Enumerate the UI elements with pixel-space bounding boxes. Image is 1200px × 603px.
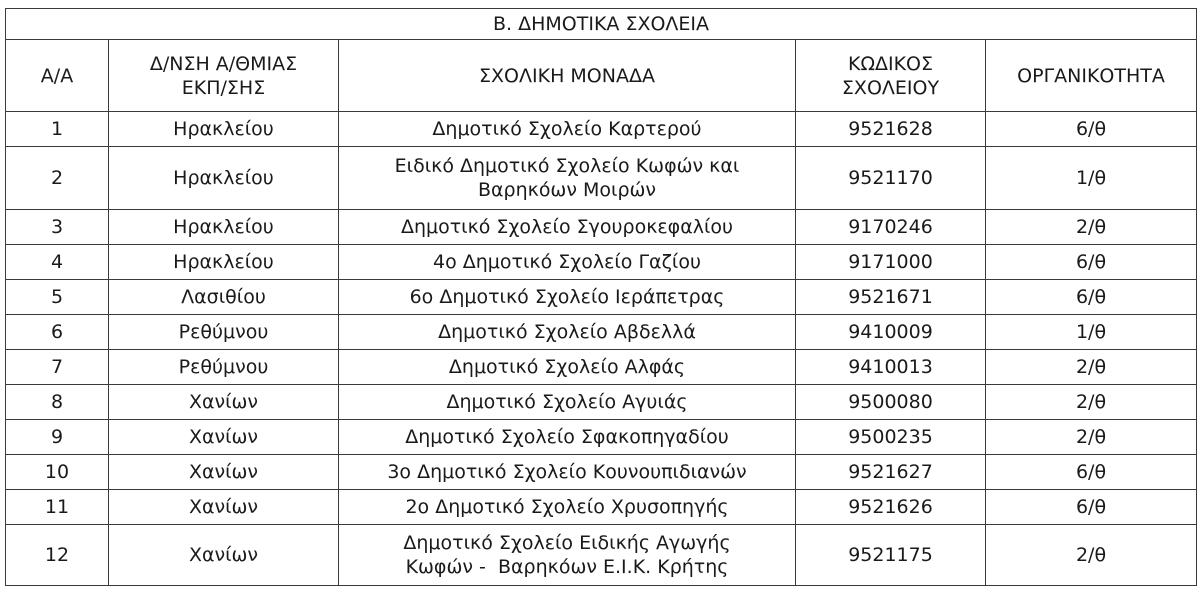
cell-school xyxy=(339,490,796,525)
cell-directorate: Λασιθίου xyxy=(109,280,339,315)
table-row xyxy=(6,525,1197,586)
header-directorate xyxy=(109,40,339,112)
table-row xyxy=(6,245,1197,280)
table-row xyxy=(6,420,1197,455)
cell-directorate: Χανίων xyxy=(109,420,339,455)
cell-directorate: Ρεθύμνου xyxy=(109,350,339,385)
cell-directorate: Ρεθύμνου xyxy=(109,315,339,350)
header-code xyxy=(796,40,986,112)
cell-school xyxy=(339,210,796,245)
cell-index: 1 xyxy=(6,112,109,147)
cell-directorate: Ηρακλείου xyxy=(109,210,339,245)
header-directorate-line1: Δ/ΝΣΗ Α/ΘΜΙΑΣ xyxy=(149,52,298,75)
cell-organic: 2/θ xyxy=(986,385,1197,420)
table-row xyxy=(6,210,1197,245)
cell-school xyxy=(339,315,796,350)
table-row xyxy=(6,315,1197,350)
school-name-line1: 6ο Δημοτικό Σχολείο Ιεράπετρας xyxy=(409,286,725,308)
school-name-line1: Δημοτικό Σχολείο Σγουροκεφαλίου xyxy=(400,216,734,238)
cell-directorate: Χανίων xyxy=(109,385,339,420)
cell-index: 5 xyxy=(6,280,109,315)
school-name-line1: Δημοτικό Σχολείο Σφακοπηγαδίου xyxy=(405,426,729,448)
cell-index: 9 xyxy=(6,420,109,455)
cell-code: 9410009 xyxy=(796,315,986,350)
school-name-line1: Δημοτικό Σχολείο Αβδελλά xyxy=(438,321,696,343)
school-name-line1: 3ο Δημοτικό Σχολείο Κουνουπιδιανών xyxy=(387,461,747,483)
cell-organic: 6/θ xyxy=(986,490,1197,525)
cell-code: 9521170 xyxy=(796,147,986,210)
cell-organic: 1/θ xyxy=(986,315,1197,350)
school-name-line1: Δημοτικό Σχολείο Καρτερού xyxy=(432,118,702,140)
cell-code: 9521671 xyxy=(796,280,986,315)
header-directorate-line2: ΕΚΠ/ΣΗΣ xyxy=(181,76,266,99)
school-name-line1: Ειδικό Δημοτικό Σχολείο Κωφών και xyxy=(394,155,740,177)
table-title: Β. ΔΗΜΟΤΙΚΑ ΣΧΟΛΕΙΑ xyxy=(6,9,1197,40)
table-row xyxy=(6,350,1197,385)
cell-school xyxy=(339,147,796,210)
cell-index: 8 xyxy=(6,385,109,420)
cell-school xyxy=(339,525,796,586)
cell-organic: 6/θ xyxy=(986,245,1197,280)
cell-organic: 1/θ xyxy=(986,147,1197,210)
header-index: Α/Α xyxy=(6,40,109,112)
cell-directorate: Ηρακλείου xyxy=(109,112,339,147)
cell-directorate: Χανίων xyxy=(109,490,339,525)
school-name-line1: Δημοτικό Σχολείο Αλφάς xyxy=(448,356,686,378)
school-name-line2: Βαρηκόων Μοιρών xyxy=(477,179,657,201)
cell-index: 6 xyxy=(6,315,109,350)
school-name-line1: 2ο Δημοτικό Σχολείο Χρυσοπηγής xyxy=(405,496,729,518)
cell-code: 9410013 xyxy=(796,350,986,385)
cell-organic: 2/θ xyxy=(986,210,1197,245)
cell-school xyxy=(339,385,796,420)
table-row xyxy=(6,147,1197,210)
cell-index: 4 xyxy=(6,245,109,280)
cell-index: 10 xyxy=(6,455,109,490)
cell-organic: 2/θ xyxy=(986,420,1197,455)
cell-organic: 6/θ xyxy=(986,280,1197,315)
cell-school xyxy=(339,455,796,490)
cell-organic: 6/θ xyxy=(986,112,1197,147)
cell-directorate: Ηρακλείου xyxy=(109,245,339,280)
cell-school xyxy=(339,420,796,455)
table-row xyxy=(6,490,1197,525)
cell-directorate: Ηρακλείου xyxy=(109,147,339,210)
cell-organic: 2/θ xyxy=(986,350,1197,385)
cell-code: 9521627 xyxy=(796,455,986,490)
cell-code: 9521628 xyxy=(796,112,986,147)
cell-index: 3 xyxy=(6,210,109,245)
cell-school xyxy=(339,112,796,147)
cell-code: 9521175 xyxy=(796,525,986,586)
table-title-row xyxy=(6,9,1197,40)
cell-code: 9500235 xyxy=(796,420,986,455)
header-code-line1: ΚΩΔΙΚΟΣ xyxy=(848,52,933,75)
cell-code: 9521626 xyxy=(796,490,986,525)
cell-code: 9500080 xyxy=(796,385,986,420)
cell-directorate: Χανίων xyxy=(109,455,339,490)
cell-school xyxy=(339,245,796,280)
school-name-line1: Δημοτικό Σχολείο Ειδικής Αγωγής xyxy=(403,532,731,554)
cell-index: 12 xyxy=(6,525,109,586)
cell-directorate: Χανίων xyxy=(109,525,339,586)
cell-school xyxy=(339,280,796,315)
schools-table xyxy=(5,8,1197,586)
cell-index: 11 xyxy=(6,490,109,525)
school-name-line2: Κωφών - Βαρηκόων Ε.Ι.Κ. Κρήτης xyxy=(405,556,729,578)
cell-school xyxy=(339,350,796,385)
cell-organic: 6/θ xyxy=(986,455,1197,490)
header-code-line2: ΣΧΟΛΕΙΟΥ xyxy=(841,76,940,99)
school-name-line1: 4ο Δημοτικό Σχολείο Γαζίου xyxy=(433,251,701,273)
cell-organic: 2/θ xyxy=(986,525,1197,586)
school-name-line1: Δημοτικό Σχολείο Αγυιάς xyxy=(446,391,688,413)
table-body xyxy=(6,112,1197,586)
header-school: ΣΧΟΛΙΚΗ ΜΟΝΑΔΑ xyxy=(339,40,796,112)
table-header-row xyxy=(6,40,1197,112)
cell-code: 9170246 xyxy=(796,210,986,245)
table-row xyxy=(6,112,1197,147)
cell-code: 9171000 xyxy=(796,245,986,280)
table-row xyxy=(6,385,1197,420)
header-organic: ΟΡΓΑΝΙΚΟΤΗΤΑ xyxy=(986,40,1197,112)
cell-index: 7 xyxy=(6,350,109,385)
table-row xyxy=(6,455,1197,490)
cell-index: 2 xyxy=(6,147,109,210)
table-row xyxy=(6,280,1197,315)
